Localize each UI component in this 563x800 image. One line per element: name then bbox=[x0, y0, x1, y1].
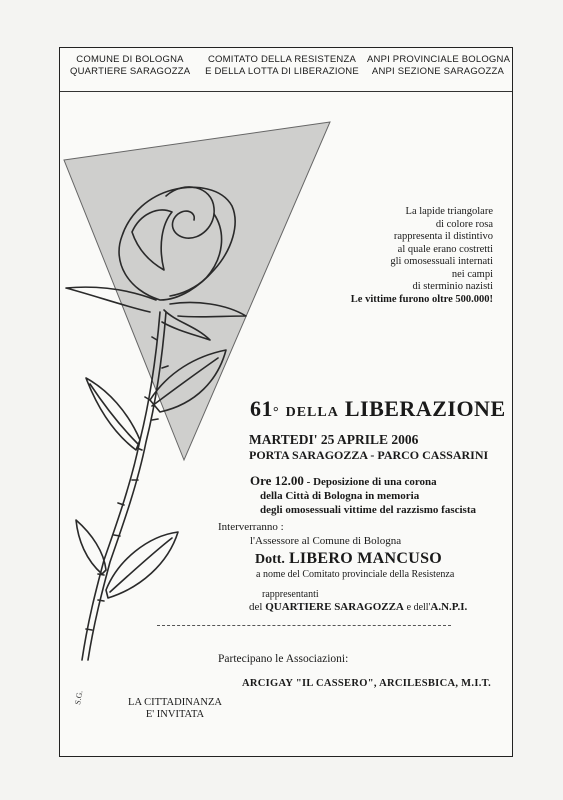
event-date: MARTEDI' 25 APRILE 2006 bbox=[249, 432, 419, 447]
ceremony-time: Ore 12.00 bbox=[250, 473, 304, 488]
header-anpi: ANPI PROVINCIALE BOLOGNA ANPI SEZIONE SARAGOZZA bbox=[367, 54, 511, 77]
associations-intro: Partecipano le Associazioni: bbox=[218, 653, 349, 665]
triangle-note: La lapide triangolare di colore rosa rappresenta il distintivo al quale erano costretti gli omosessuali internati nei campi di sterminio nazisti Le vittime furono oltre 500.000! bbox=[350, 206, 493, 305]
leaf-lower-left bbox=[86, 378, 140, 450]
header-comitato: COMITATO DELLA RESISTENZA E DELLA LOTTA DI LIBERAZIONE bbox=[205, 54, 359, 77]
speaker-assessore: l'Assessore al Comune di Bologna bbox=[250, 535, 402, 547]
speaker-name: Dott. LIBERO MANCUSO bbox=[255, 550, 443, 567]
page-title: 61° DELLA LIBERAZIONE bbox=[250, 396, 506, 421]
victims-count: Le vittime furono oltre 500.000! bbox=[350, 293, 493, 305]
leaf-bottom-small bbox=[76, 520, 106, 574]
speaker-comitato: a nome del Comitato provinciale della Resistenza bbox=[256, 569, 455, 580]
associations-list: ARCIGAY "IL CASSERO", ARCILESBICA, M.I.T. bbox=[242, 678, 492, 689]
event-place: PORTA SARAGOZZA - PARCO CASSARINI bbox=[249, 448, 489, 462]
dashed-divider bbox=[157, 625, 451, 626]
artist-signature: S.G. bbox=[73, 689, 85, 706]
speaker-representatives: rappresentanti bbox=[262, 589, 319, 600]
invitation-text: LA CITTADINANZA E' INVITATA bbox=[128, 697, 222, 720]
speakers-intro: Interverranno : bbox=[218, 521, 284, 533]
ceremony-block: Ore 12.00 - Deposizione di una corona della Città di Bologna in memoria degli omosessuali vittime del razzismo fascista bbox=[250, 473, 476, 516]
header-comune: COMUNE DI BOLOGNA QUARTIERE SARAGOZZA bbox=[70, 54, 191, 77]
speaker-quartiere: del QUARTIERE SARAGOZZA e dell'A.N.P.I. bbox=[249, 601, 468, 613]
